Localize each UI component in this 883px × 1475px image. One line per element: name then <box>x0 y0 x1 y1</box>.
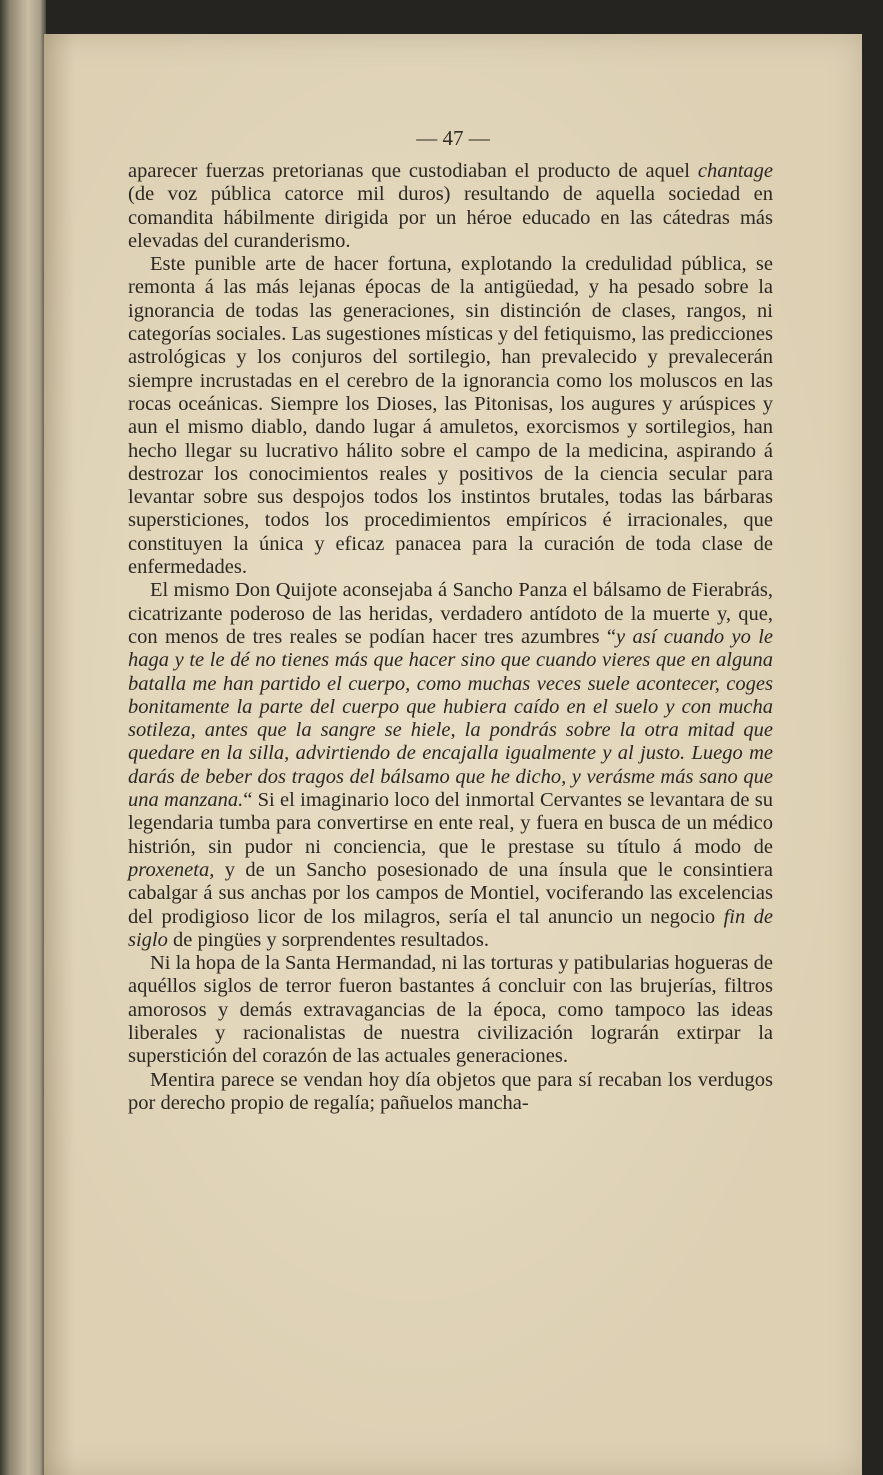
paragraph <box>128 160 773 253</box>
paragraph <box>128 952 773 1068</box>
italic-text: proxeneta, <box>128 858 215 881</box>
paragraph <box>128 253 773 579</box>
text-run: (de voz pública catorce mil duros) resultando de aquella sociedad en comandita hábilmente dirigida por un héroe educado en las cátedras más elevadas del curanderismo. <box>128 183 773 252</box>
page-number: — 47 — <box>416 126 490 150</box>
text-run: “ Si el imaginario loco del inmortal Cervantes se levantara de su legendaria tumba para convertirse en ente real, y fuera en busca de un médico histrión, sin pudor ni conciencia, que le prestase su título á modo de <box>128 789 773 858</box>
text-run: El mismo Don Quijote aconsejaba á Sancho Panza el bálsamo de Fierabrás, cicatrizante poderoso de las heridas, verdadero antídoto de la muerte y, que, con menos de tres reales se podían hacer tres azumbres “ <box>128 579 773 648</box>
paragraph <box>128 1069 773 1116</box>
text-run: Mentira parece se vendan hoy día objetos que para sí recaban los verdugos por derecho propio de regalía; pañuelos mancha- <box>128 1068 773 1114</box>
body-text <box>128 160 773 1115</box>
text-run: Este punible arte de hacer fortuna, explotando la credulidad pública, se remonta á las más lejanas épocas de la antigüedad, y ha pesado sobre la ignorancia de todas las generaciones, sin distinción de clases, rangos, ni categorías sociales. Las sugestiones místicas y del fetiquismo, las predicciones astrológicas y los conjuros del sortilegio, han prevalecido y prevalecerán siempre incrustadas en el cerebro de la ignorancia como los moluscos en las rocas oceánicas. Siempre los Dioses, las Pitonisas, los augures y arúspices y aun el mismo diablo, dando lugar á amuletos, exorcismos y sortilegios, han hecho llegar su lucrativo hálito sobre el campo de la medicina, aspirando á destrozar los conocimientos reales y positivos de la ciencia secular para levantar sobre sus despojos todos los instintos brutales, todas las bárbaras supersticiones, todos los procedimientos empíricos é irracionales, que constituyen la única y eficaz panacea para la curación de toda clase de enfermedades. <box>128 253 774 579</box>
previous-page-edge <box>0 0 46 1475</box>
text-run: de pingües y sorprendentes resultados. <box>167 928 489 951</box>
text-run: y de un Sancho posesionado de una ínsula que le consintiera cabalgar á sus anchas por los campos de Montiel, vociferando las excelencias del prodigioso licor de los milagros, sería el tal anuncio un negocio <box>128 858 773 928</box>
text-run: Ni la hopa de la Santa Hermandad, ni las torturas y patibularias hogueras de aquéllos siglos de terror fueron bastantes á concluir con las brujerías, filtros amorosos y demás extravagancias de la época, como tampoco las ideas liberales y racionalistas de nuestra civilización lograrán extirpar la superstición del corazón de las actuales generaciones. <box>128 952 773 1068</box>
book-page <box>44 34 862 1475</box>
italic-text: chantage <box>697 160 773 182</box>
italic-text: y así cuando yo le haga y te le dé no tienes más que hacer sino que cuando vieres que en alguna batalla me han partido el cuerpo, como muchas veces suele acontecer, coges bonitamente la parte del cuerpo que hubiera caído en el suelo y con mucha sotileza, antes que la sangre se hiele, la pondrás sobre la otra mitad que quedare en la silla, advirtiendo de encajalla igualmente y al justo. Luego me darás de beber dos tragos del bálsamo que he dicho, y verásme más sano que una manzana. <box>128 625 773 812</box>
italic-text: fin de siglo <box>128 905 773 951</box>
paragraph <box>128 579 773 952</box>
text-run: aparecer fuerzas pretorianas que custodiaban el producto de aquel <box>128 160 698 182</box>
